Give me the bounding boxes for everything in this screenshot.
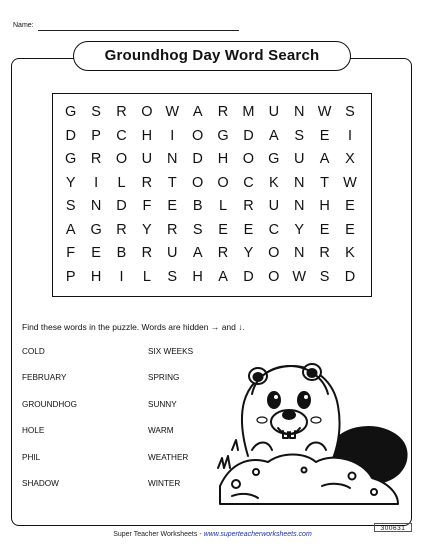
grid-letter[interactable]: A (192, 104, 203, 120)
grid-letter[interactable]: H (192, 268, 203, 285)
word-list-item: SUNNY (148, 399, 177, 409)
grid-letter[interactable]: A (65, 221, 76, 238)
grid-letter[interactable]: N (293, 245, 305, 261)
word-list-item: WARM (148, 426, 174, 436)
grid-letter[interactable]: G (90, 221, 102, 238)
grid-letter[interactable]: D (65, 127, 76, 144)
grid-letter[interactable]: O (115, 151, 128, 167)
grid-letter[interactable]: S (345, 104, 355, 120)
groundhog-icon (212, 336, 417, 521)
grid-row (58, 101, 363, 125)
grid-letter[interactable]: O (192, 127, 204, 144)
grid-letter[interactable]: A (268, 127, 279, 144)
word-list-item: GROUNDHOG (22, 399, 78, 409)
grid-letter[interactable]: E (218, 221, 228, 238)
footer (0, 531, 425, 538)
grid-letter[interactable]: O (192, 174, 204, 191)
grid-letter[interactable]: Y (294, 221, 305, 238)
grid-row (58, 172, 363, 196)
word-list-item: HOLE (22, 426, 45, 436)
grid-letter[interactable]: N (293, 174, 305, 191)
grid-letter[interactable]: W (343, 174, 357, 191)
grid-row (58, 242, 363, 266)
grid-letter[interactable]: D (192, 151, 203, 167)
grid-letter[interactable]: R (319, 245, 330, 261)
grid-letter[interactable]: N (293, 104, 305, 120)
grid-row (58, 219, 363, 243)
grid-letter[interactable]: H (141, 127, 153, 144)
grid-letter[interactable]: R (90, 151, 102, 167)
grid-letter[interactable]: G (217, 127, 229, 144)
grid-row (58, 125, 363, 149)
grid-letter[interactable]: N (167, 151, 178, 167)
grid-letter[interactable]: E (345, 221, 355, 238)
grid-letter[interactable]: F (66, 245, 76, 261)
word-list-left (22, 347, 77, 505)
worksheet-code: 300631 (374, 523, 412, 532)
footer-url-link[interactable]: www.superteacherworksheets.com (203, 531, 312, 538)
grid-letters (58, 101, 363, 289)
grid-letter[interactable]: O (268, 245, 280, 261)
grid-letter[interactable]: O (242, 151, 255, 167)
grid-letter[interactable]: H (319, 198, 330, 214)
grid-letter[interactable]: D (243, 268, 254, 285)
grid-letter[interactable]: A (192, 245, 203, 261)
grid-letter[interactable]: Y (142, 221, 152, 238)
grid-letter[interactable]: W (317, 104, 332, 120)
grid-letter[interactable]: U (293, 151, 305, 167)
grid-letter[interactable]: H (90, 268, 102, 285)
grid-letter[interactable]: W (165, 104, 180, 120)
word-list-right (148, 347, 193, 505)
grid-letter[interactable]: U (141, 151, 153, 167)
grid-row (58, 148, 363, 172)
word-list-item: SHADOW (22, 478, 59, 488)
grid-letter[interactable]: S (167, 268, 178, 285)
grid-letter[interactable]: M (242, 104, 255, 120)
grid-letter[interactable]: C (268, 221, 280, 238)
worksheet-title: Groundhog Day Word Search (73, 41, 351, 71)
grid-letter[interactable]: T (320, 174, 330, 191)
grid-letter[interactable]: E (319, 127, 330, 144)
footer-brand: Super Teacher Worksheets (113, 531, 198, 538)
grid-letter[interactable]: K (345, 245, 355, 261)
grid-letter[interactable]: R (116, 104, 127, 120)
word-list-item: PHIL (22, 452, 41, 462)
grid-letter[interactable]: D (116, 198, 127, 214)
grid-letter[interactable]: R (217, 245, 229, 261)
grid-letter[interactable]: I (347, 127, 352, 144)
grid-letter[interactable]: E (319, 221, 330, 238)
grid-letter[interactable]: S (294, 127, 305, 144)
word-list-item: COLD (22, 347, 45, 356)
grid-letter[interactable]: R (116, 221, 127, 238)
grid-row (58, 266, 363, 290)
grid-letter[interactable]: D (243, 127, 254, 144)
grid-letter[interactable]: N (90, 198, 102, 214)
grid-letter[interactable]: R (217, 104, 229, 120)
grid-letter[interactable]: G (268, 151, 280, 167)
grid-letter[interactable]: G (65, 151, 77, 167)
grid-letter[interactable]: I (170, 127, 175, 144)
grid-letter[interactable]: S (91, 104, 101, 120)
grid-letter[interactable]: U (268, 104, 280, 120)
grid-letter[interactable]: F (142, 198, 152, 214)
word-list-item: WEATHER (148, 452, 189, 462)
grid-letter[interactable]: R (141, 245, 153, 261)
grid-letter[interactable]: O (217, 174, 229, 191)
grid-letter[interactable]: W (292, 268, 307, 285)
word-list-item: WINTER (148, 478, 181, 488)
grid-letter[interactable]: E (167, 198, 178, 214)
grid-letter[interactable]: S (192, 221, 203, 238)
grid-letter[interactable]: L (142, 268, 151, 285)
grid-letter[interactable]: C (243, 174, 254, 191)
grid-letter[interactable]: O (268, 268, 280, 285)
grid-letter[interactable]: R (167, 221, 178, 238)
grid-letter[interactable]: Y (243, 245, 254, 261)
grid-letter[interactable]: K (268, 174, 279, 191)
grid-letter[interactable]: A (218, 268, 228, 285)
grid-letter[interactable]: E (91, 245, 101, 261)
grid-letter[interactable]: E (243, 221, 254, 238)
grid-letter[interactable]: P (91, 127, 101, 144)
footer-separator: - (197, 531, 204, 538)
grid-letter[interactable]: H (217, 151, 229, 167)
grid-letter[interactable]: X (345, 151, 355, 167)
grid-letter[interactable]: I (94, 174, 99, 191)
grid-letter[interactable]: P (65, 268, 76, 285)
grid-letter[interactable]: L (219, 198, 228, 214)
grid-letter[interactable]: R (141, 174, 153, 191)
grid-letter[interactable]: C (116, 127, 127, 144)
grid-letter[interactable]: U (268, 198, 280, 214)
grid-letter[interactable]: B (192, 198, 203, 214)
grid-letter[interactable]: Y (65, 174, 76, 191)
grid-letter[interactable]: B (116, 245, 127, 261)
grid-letter[interactable]: U (167, 245, 178, 261)
grid-letter[interactable]: G (65, 104, 77, 120)
instructions: Find these words in the puzzle. Words are hidden → and ↓. (22, 322, 245, 332)
grid-letter[interactable]: S (319, 268, 330, 285)
grid-letter[interactable]: E (345, 198, 355, 214)
name-line[interactable] (38, 30, 239, 31)
grid-letter[interactable]: N (293, 198, 305, 214)
grid-letter[interactable]: O (141, 104, 153, 120)
grid-letter[interactable]: T (167, 174, 177, 191)
grid-letter[interactable]: D (344, 268, 356, 285)
grid-letter[interactable]: S (65, 198, 76, 214)
name-label: Name: (13, 22, 34, 29)
grid-letter[interactable]: A (319, 151, 330, 167)
word-list-item: SPRING (148, 373, 180, 383)
word-search-grid (52, 93, 372, 297)
word-list-item: FEBRUARY (22, 373, 67, 383)
grid-letter[interactable]: I (119, 268, 124, 285)
word-list-item: SIX WEEKS (148, 347, 194, 356)
grid-row (58, 195, 363, 219)
grid-letter[interactable]: R (243, 198, 254, 214)
grid-letter[interactable]: L (117, 174, 126, 191)
